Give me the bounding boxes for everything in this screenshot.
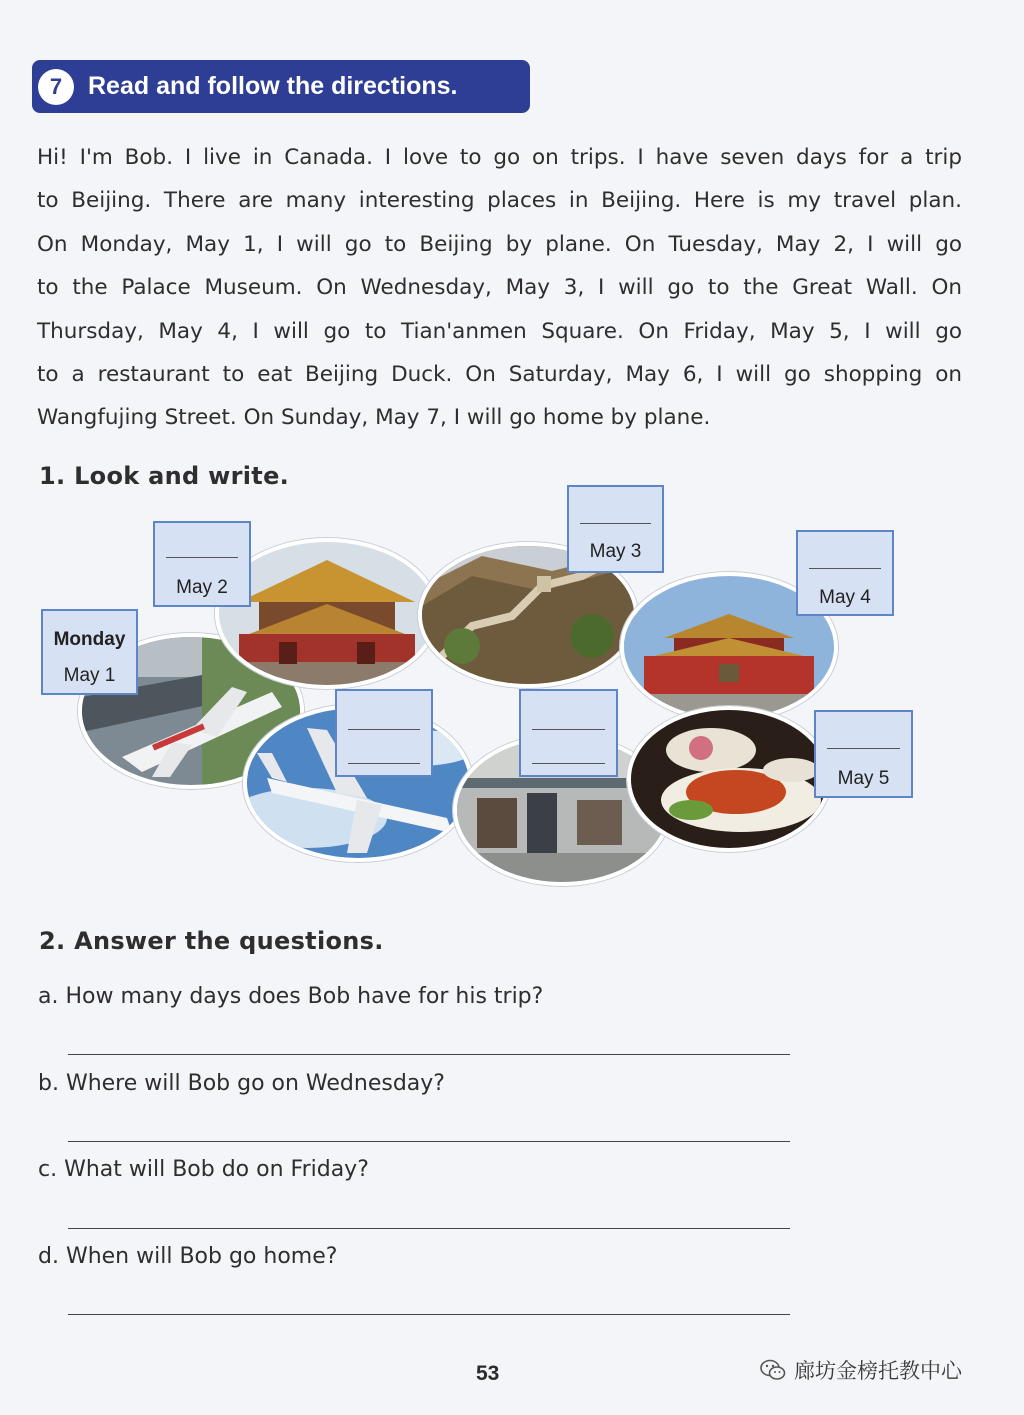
answer-line-d[interactable] (68, 1314, 790, 1315)
write-in-blank[interactable] (532, 729, 604, 730)
label-date: May 1 (63, 665, 116, 686)
wechat-icon (760, 1359, 786, 1381)
label-date: May 5 (837, 768, 890, 789)
question-c: c. What will Bob do on Friday? (38, 1157, 369, 1182)
label-date: May 2 (176, 577, 228, 598)
write-in-blank[interactable] (348, 729, 419, 730)
passage-line: Thursday, May 4, I will go to Tian'anmen Square. On Friday, May 5, I will go (37, 318, 962, 344)
label-day: Monday (53, 629, 126, 650)
passage-line: Wangfujing Street. On Sunday, May 7, I will go home by plane. (37, 405, 711, 431)
label-blank-shopping (519, 689, 618, 777)
answer-line-b[interactable] (68, 1141, 790, 1142)
page-number: 53 (476, 1362, 500, 1385)
write-in-blank[interactable] (166, 557, 237, 558)
reading-passage (37, 136, 962, 440)
label-may2 (153, 521, 251, 607)
write-in-blank[interactable] (827, 748, 899, 749)
label-may3 (567, 485, 664, 573)
label-blank-plane (335, 689, 433, 777)
question-b: b. Where will Bob go on Wednesday? (38, 1071, 445, 1096)
watermark-text: 廊坊金榜托教中心 (794, 1359, 962, 1383)
answer-line-a[interactable] (68, 1054, 790, 1055)
section-header (32, 60, 530, 113)
label-may4 (796, 530, 894, 616)
question-a: a. How many days does Bob have for his trip? (38, 984, 544, 1009)
write-in-blank[interactable] (809, 568, 880, 569)
label-may5 (814, 710, 913, 798)
part1-heading: 1. Look and write. (39, 462, 290, 490)
label-date: May 4 (819, 587, 871, 608)
passage-line: to Beijing. There are many interesting places in Beijing. Here is my travel plan. (37, 188, 962, 214)
section-number: 7 (38, 69, 74, 105)
label-date: May 3 (589, 541, 642, 562)
photo-beijing-duck (627, 706, 831, 852)
passage-line: On Monday, May 1, I will go to Beijing by plane. On Tuesday, May 2, I will go (37, 231, 962, 257)
passage-line: to the Palace Museum. On Wednesday, May 3, I will go to the Great Wall. On (37, 275, 962, 301)
question-d: d. When will Bob go home? (38, 1244, 338, 1269)
label-monday-may1 (41, 609, 138, 695)
passage-line: Hi! I'm Bob. I live in Canada. I love to go on trips. I have seven days for a trip (37, 145, 962, 170)
write-in-blank[interactable] (348, 763, 419, 764)
passage-line: to a restaurant to eat Beijing Duck. On Saturday, May 6, I will go shopping on (37, 362, 962, 388)
part2-heading: 2. Answer the questions. (39, 927, 384, 955)
write-in-blank[interactable] (580, 523, 651, 524)
write-in-blank[interactable] (532, 763, 604, 764)
answer-line-c[interactable] (68, 1228, 790, 1229)
section-title: Read and follow the directions. (88, 72, 458, 100)
watermark (760, 1355, 962, 1385)
